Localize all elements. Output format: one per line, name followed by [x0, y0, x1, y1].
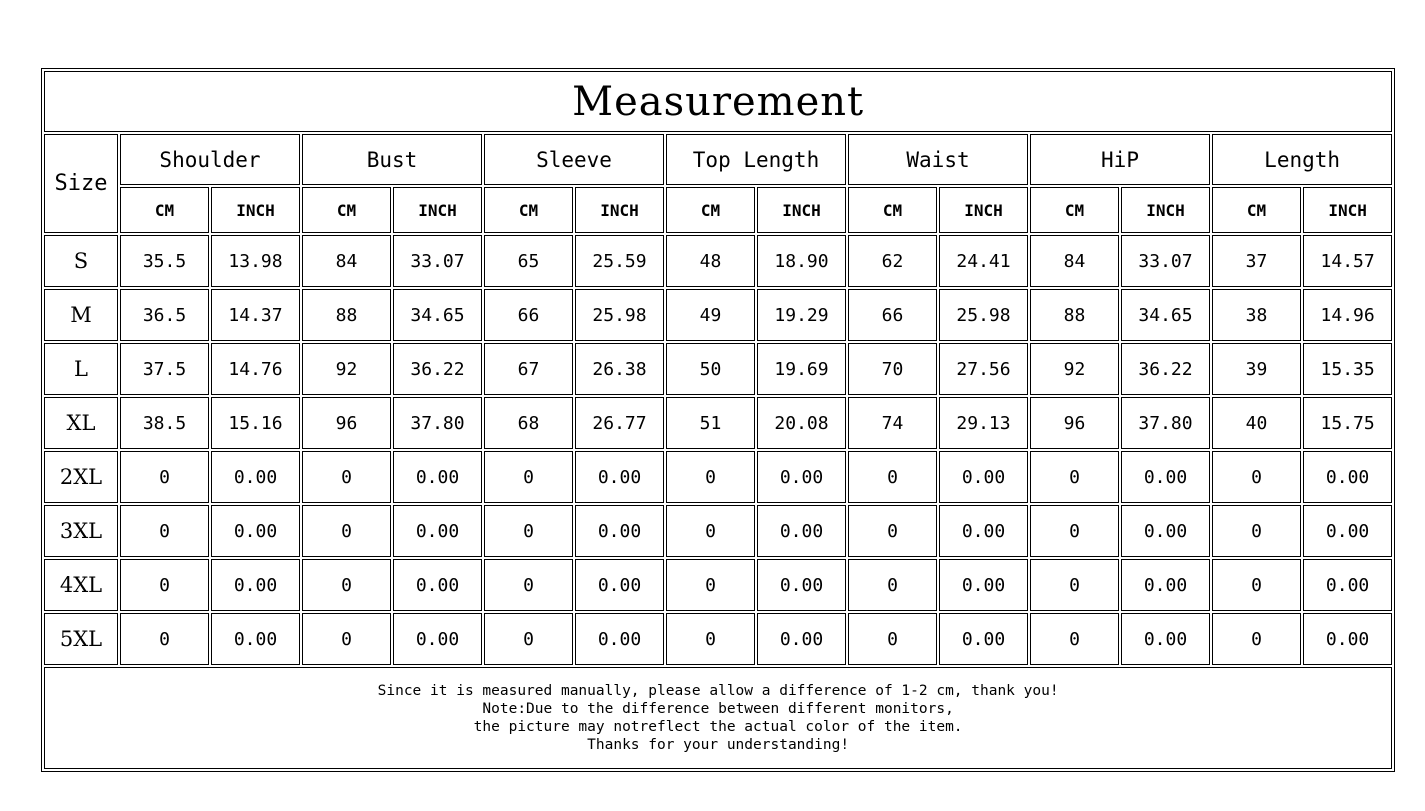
table-cell: 0.00 [211, 559, 300, 611]
table-cell: 96 [1030, 397, 1119, 449]
title-row [44, 71, 1392, 132]
table-cell: 0 [666, 505, 755, 557]
unit-header-cm: CM [1030, 187, 1119, 233]
measurement-table [41, 68, 1395, 772]
table-cell: 92 [302, 343, 391, 395]
table-cell: 0.00 [1303, 505, 1392, 557]
table-cell: 74 [848, 397, 937, 449]
size-label: L [44, 343, 118, 395]
column-group-header: Shoulder [120, 134, 300, 185]
note-line: Thanks for your understanding! [587, 737, 850, 753]
table-cell: 0 [1030, 451, 1119, 503]
table-cell: 68 [484, 397, 573, 449]
table-cell: 19.69 [757, 343, 846, 395]
table-cell: 0 [120, 559, 209, 611]
table-cell: 0 [666, 451, 755, 503]
table-cell: 38 [1212, 289, 1301, 341]
table-body [44, 235, 1392, 665]
table-cell: 34.65 [1121, 289, 1210, 341]
note-line: Note:Due to the difference between different monitors, [482, 701, 954, 717]
table-cell: 15.16 [211, 397, 300, 449]
table-cell: 0 [848, 613, 937, 665]
table-cell: 0 [120, 613, 209, 665]
unit-header-inch: INCH [939, 187, 1028, 233]
size-label: M [44, 289, 118, 341]
table-cell: 39 [1212, 343, 1301, 395]
size-column-header: Size [44, 134, 118, 233]
table-row [44, 559, 1392, 611]
table-cell: 0.00 [939, 613, 1028, 665]
table-cell: 84 [302, 235, 391, 287]
table-cell: 48 [666, 235, 755, 287]
table-cell: 0.00 [211, 613, 300, 665]
unit-header-cm: CM [1212, 187, 1301, 233]
note-line: the picture may notreflect the actual color of the item. [473, 719, 963, 735]
table-cell: 62 [848, 235, 937, 287]
table-cell: 0 [1030, 505, 1119, 557]
table-cell: 14.96 [1303, 289, 1392, 341]
table-cell: 25.59 [575, 235, 664, 287]
table-cell: 0 [120, 451, 209, 503]
size-label: 2XL [44, 451, 118, 503]
table-cell: 0.00 [1121, 613, 1210, 665]
table-cell: 37.80 [393, 397, 482, 449]
table-row [44, 343, 1392, 395]
table-cell: 14.57 [1303, 235, 1392, 287]
table-cell: 0.00 [1121, 559, 1210, 611]
table-cell: 26.38 [575, 343, 664, 395]
table-cell: 0.00 [757, 505, 846, 557]
table-cell: 49 [666, 289, 755, 341]
column-group-header: Sleeve [484, 134, 664, 185]
table-cell: 0.00 [393, 451, 482, 503]
table-cell: 0 [1212, 505, 1301, 557]
size-label: 3XL [44, 505, 118, 557]
table-cell: 0 [1212, 613, 1301, 665]
table-cell: 37.5 [120, 343, 209, 395]
table-row [44, 451, 1392, 503]
table-cell: 0.00 [939, 559, 1028, 611]
table-cell: 25.98 [575, 289, 664, 341]
table-cell: 0 [302, 559, 391, 611]
table-cell: 25.98 [939, 289, 1028, 341]
chart-title: Measurement [44, 71, 1392, 132]
note-box [44, 667, 1392, 769]
table-cell: 67 [484, 343, 573, 395]
table-cell: 29.13 [939, 397, 1028, 449]
table-cell: 50 [666, 343, 755, 395]
table-cell: 19.29 [757, 289, 846, 341]
table-cell: 36.22 [1121, 343, 1210, 395]
table-cell: 15.35 [1303, 343, 1392, 395]
table-cell: 0.00 [1303, 559, 1392, 611]
note-line: Since it is measured manually, please allow a difference of 1-2 cm, thank you! [377, 683, 1059, 699]
table-cell: 0 [484, 451, 573, 503]
table-cell: 0 [666, 559, 755, 611]
table-cell: 0 [1030, 559, 1119, 611]
table-cell: 0 [1212, 451, 1301, 503]
table-cell: 88 [1030, 289, 1119, 341]
table-cell: 24.41 [939, 235, 1028, 287]
table-cell: 18.90 [757, 235, 846, 287]
size-label: XL [44, 397, 118, 449]
table-cell: 0.00 [211, 451, 300, 503]
table-cell: 0.00 [575, 505, 664, 557]
table-cell: 66 [484, 289, 573, 341]
table-cell: 37.80 [1121, 397, 1210, 449]
table-row [44, 397, 1392, 449]
table-cell: 51 [666, 397, 755, 449]
unit-header-inch: INCH [211, 187, 300, 233]
table-cell: 27.56 [939, 343, 1028, 395]
table-cell: 38.5 [120, 397, 209, 449]
table-cell: 0 [302, 505, 391, 557]
column-group-header: Waist [848, 134, 1028, 185]
table-cell: 0 [1212, 559, 1301, 611]
table-cell: 0 [484, 613, 573, 665]
table-cell: 33.07 [1121, 235, 1210, 287]
note-row [44, 667, 1392, 769]
table-cell: 34.65 [393, 289, 482, 341]
table-cell: 0 [484, 559, 573, 611]
table-cell: 0.00 [757, 451, 846, 503]
table-row [44, 235, 1392, 287]
table-row [44, 505, 1392, 557]
table-cell: 0.00 [393, 613, 482, 665]
unit-header-inch: INCH [757, 187, 846, 233]
table-cell: 0.00 [1303, 451, 1392, 503]
unit-header-inch: INCH [1303, 187, 1392, 233]
size-label: 5XL [44, 613, 118, 665]
table-cell: 0.00 [757, 559, 846, 611]
table-cell: 84 [1030, 235, 1119, 287]
table-cell: 40 [1212, 397, 1301, 449]
table-cell: 13.98 [211, 235, 300, 287]
table-cell: 36.5 [120, 289, 209, 341]
table-cell: 15.75 [1303, 397, 1392, 449]
table-cell: 14.76 [211, 343, 300, 395]
table-cell: 0 [848, 559, 937, 611]
unit-header-cm: CM [848, 187, 937, 233]
table-cell: 0 [1030, 613, 1119, 665]
table-cell: 0.00 [939, 505, 1028, 557]
table-cell: 0.00 [393, 505, 482, 557]
table-cell: 33.07 [393, 235, 482, 287]
column-group-header: Top Length [666, 134, 846, 185]
table-cell: 0.00 [575, 613, 664, 665]
unit-header-cm: CM [302, 187, 391, 233]
size-chart [41, 68, 1393, 773]
table-cell: 0.00 [1121, 505, 1210, 557]
table-cell: 65 [484, 235, 573, 287]
table-cell: 0.00 [757, 613, 846, 665]
table-row [44, 613, 1392, 665]
unit-header-inch: INCH [1121, 187, 1210, 233]
table-cell: 0 [666, 613, 755, 665]
table-cell: 0 [120, 505, 209, 557]
table-cell: 0.00 [575, 451, 664, 503]
table-cell: 0 [484, 505, 573, 557]
table-cell: 14.37 [211, 289, 300, 341]
column-group-header: HiP [1030, 134, 1210, 185]
table-cell: 35.5 [120, 235, 209, 287]
column-group-header: Bust [302, 134, 482, 185]
unit-header-cm: CM [484, 187, 573, 233]
table-cell: 36.22 [393, 343, 482, 395]
table-cell: 0 [848, 505, 937, 557]
group-header-row [44, 134, 1392, 185]
table-row [44, 289, 1392, 341]
table-cell: 20.08 [757, 397, 846, 449]
table-cell: 0.00 [1121, 451, 1210, 503]
table-cell: 96 [302, 397, 391, 449]
size-label: 4XL [44, 559, 118, 611]
table-cell: 26.77 [575, 397, 664, 449]
table-cell: 66 [848, 289, 937, 341]
table-cell: 92 [1030, 343, 1119, 395]
unit-header-cm: CM [666, 187, 755, 233]
table-cell: 37 [1212, 235, 1301, 287]
unit-header-cm: CM [120, 187, 209, 233]
table-cell: 0.00 [575, 559, 664, 611]
unit-header-inch: INCH [393, 187, 482, 233]
table-cell: 0.00 [393, 559, 482, 611]
table-cell: 88 [302, 289, 391, 341]
table-cell: 0 [302, 613, 391, 665]
table-cell: 0.00 [1303, 613, 1392, 665]
table-cell: 0 [302, 451, 391, 503]
table-cell: 0.00 [211, 505, 300, 557]
table-cell: 0 [848, 451, 937, 503]
unit-header-row [44, 187, 1392, 233]
size-label: S [44, 235, 118, 287]
table-cell: 70 [848, 343, 937, 395]
unit-header-inch: INCH [575, 187, 664, 233]
column-group-header: Length [1212, 134, 1392, 185]
table-cell: 0.00 [939, 451, 1028, 503]
